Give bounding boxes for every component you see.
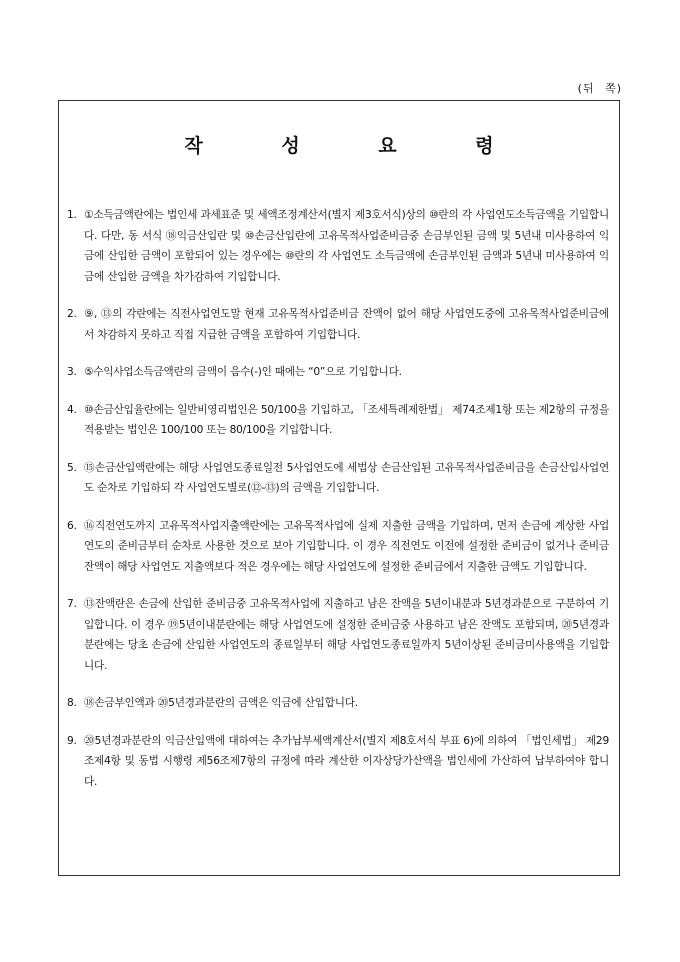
- instruction-number: 7.: [67, 598, 77, 610]
- instruction-text: ⑩손금산입율란에는 일반비영리법인은 50/100을 기입하고, 「조세특례제한법」 제74조제1항 또는 제2항의 규정을 적용받는 법인은 100/100 또는 80/100을 기입합니다.: [84, 403, 609, 436]
- instruction-text: ⑬잔액란은 손금에 산입한 준비금중 고유목적사업에 지출하고 남은 잔액을 5년이내분과 5년경과분으로 구분하여 기입합니다. 이 경우 ⑲5년이내분란에는 해당 사업연도에 설정한 준비금중 사용하고 남은 잔액도 포함되며, ⑳5년경과분란에는 당초 손금에 산입한 사업연도의 종료일부터 해당 사업연도종료일까지 5년이상된 준비금미사용액을 기입합니다.: [84, 598, 609, 672]
- instruction-text: ⑨, ⑬의 각란에는 직전사업연도말 현재 고유목적사업준비금 잔액이 없어 해당 사업연도중에 고유목적사업준비금에서 차감하지 못하고 직접 지급한 금액을 포함하여 기입합니다.: [84, 308, 609, 341]
- instruction-item-6: [67, 516, 609, 578]
- page-side-label: (뒤 쪽): [577, 82, 622, 95]
- document-title: 작 성 요 령: [184, 135, 530, 157]
- instruction-text: ⑤수익사업소득금액란의 금액이 음수(-)인 때에는 “0”으로 기입합니다.: [84, 366, 402, 378]
- instruction-text: ①소득금액란에는 법인세 과세표준 및 세액조정계산서(별지 제3호서식)상의 ⑩란의 각 사업연도소득금액을 기입합니다. 다만, 동 서식 ⑱익금산입란 및 ⑩손금산입란에 고유목적사업준비금중 손금부인된 금액 및 5년내 미사용하여 익금에 산입한 금액이 포함되어 있는 경우에는 ⑩란의 각 사업연도 소득금액에 손금부인된 금액과 5년내 미사용하여 익금에 산입한 금액을 차가감하여 기입합니다.: [84, 209, 609, 283]
- instructions-box: [58, 100, 620, 876]
- instruction-number: 1.: [67, 209, 77, 221]
- instruction-number: 5.: [67, 461, 77, 474]
- instruction-item-5: [67, 458, 609, 499]
- instruction-item-9: [67, 731, 609, 793]
- instruction-number: 9.: [67, 734, 77, 747]
- instruction-text: ⑱손금부인액과 ⑳5년경과분란의 금액은 익금에 산입합니다.: [84, 697, 358, 709]
- instruction-item-1: [67, 205, 609, 287]
- instruction-number: 3.: [67, 366, 77, 378]
- instruction-number: 2.: [67, 308, 77, 320]
- instruction-item-2: [67, 304, 609, 345]
- instruction-item-4: [67, 400, 609, 441]
- instruction-text: ⑮손금산입액란에는 해당 사업연도종료일전 5사업연도에 세법상 손금산입된 고유목적사업준비금을 손금산입사업연도 순차로 기입하되 각 사업연도별로(⑫-⑬)의 금액을 기입합니다.: [84, 461, 609, 494]
- instruction-number: 8.: [67, 697, 77, 709]
- instruction-text: ⑯직전연도까지 고유목적사업지출액란에는 고유목적사업에 실제 지출한 금액을 기입하며, 먼저 손금에 계상한 사업연도의 준비금부터 순차로 사용한 것으로 보아 기입합니다. 이 경우 직전연도 이전에 설정한 준비금이 없거나 준비금 잔액이 해당 사업연도 지출액보다 적은 경우에는 해당 사업연도에 설정한 준비금에서 지출한 금액도 기입합니다.: [84, 519, 609, 573]
- instruction-item-3: [67, 362, 609, 383]
- instruction-text: ⑳5년경과분란의 익금산입액에 대하여는 추가납부세액계산서(별지 제8호서식 부표 6)에 의하여 「법인세법」 제29조제4항 및 동법 시행령 제56조제7항의 규정에 따라 계산한 이자상당가산액을 법인세에 가산하여 납부하여야 합니다.: [84, 734, 609, 788]
- instruction-item-7: [67, 594, 609, 676]
- instruction-number: 6.: [67, 519, 77, 532]
- instruction-number: 4.: [67, 403, 77, 416]
- instruction-item-8: [67, 693, 609, 714]
- instruction-list: [67, 205, 609, 792]
